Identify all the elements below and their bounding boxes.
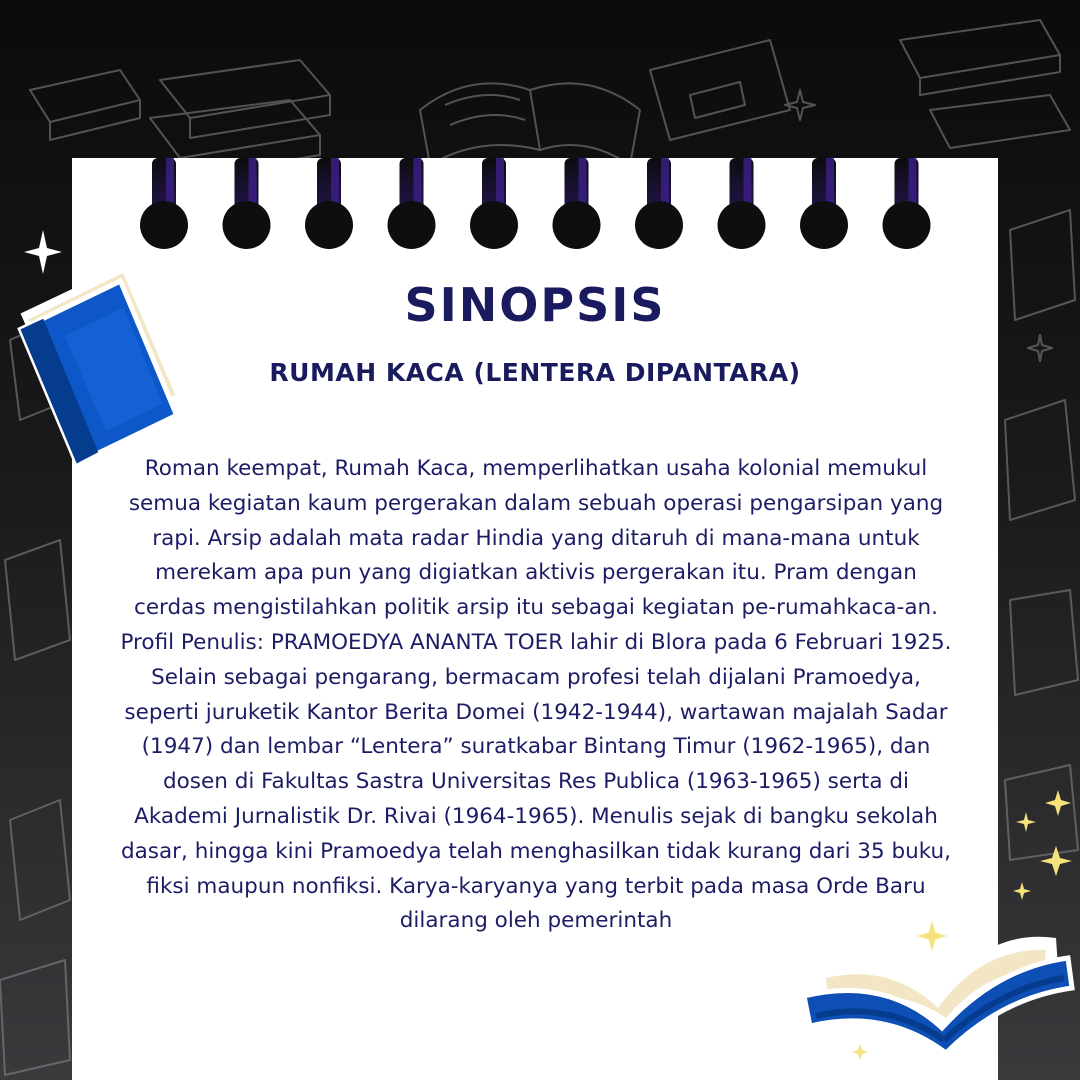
spiral-ring (553, 158, 601, 249)
spiral-ring (388, 158, 436, 249)
star-icon (1010, 780, 1080, 910)
spiral-ring (635, 158, 683, 249)
synopsis-text: Roman keempat, Rumah Kaca, memperlihatkan usaha kolonial memukul semua kegiatan kaum pergerakan dalam sebuah operasi pengarsipan yang rapi. Arsip adalah mata radar Hindia yang ditaruh di mana-mana untuk merekam apa pun yang digiatkan aktivis pergerakan itu. Pram dengan cerdas mengistilahkan politik arsip itu sebagai kegiatan pe-rumahkaca-an. Profil Penulis: PRAMOEDYA ANANTA TOER lahir di Blora pada 6 Februari 1925. Selain sebagai pengarang, bermacam profesi telah dijalani Pramoedya, seperti juruketik Kantor Berita Domei (1942-1944), wartawan majalah Sadar (1947) dan lembar “Lentera” suratkabar Bintang Timur (1962-1965), dan dosen di Fakultas Sastra Universitas Res Publica (1963-1965) serta di Akademi Jurnalistik Dr. Rivai (1964-1965). Menulis sejak di bangku sekolah dasar, hingga kini Pramoedya telah menghasilkan tidak kurang dari 35 buku, fiksi maupun nonfiksi. Karya-karyanya yang terbit pada masa Orde Baru dilarang oleh pemerintah (120, 456, 952, 934)
spiral-ring (305, 158, 353, 249)
book-subtitle: RUMAH KACA (LENTERA DIPANTARA) (269, 358, 801, 387)
sparkle-icon (1028, 335, 1052, 361)
spiral-ring (470, 158, 518, 249)
spiral-ring (800, 158, 848, 249)
spiral-rings (0, 0, 1080, 260)
spiral-ring (223, 158, 271, 249)
open-book-icon (796, 908, 1080, 1068)
spiral-ring (718, 158, 766, 249)
page-title: SINOPSIS (404, 278, 666, 332)
book-doodle-icon (1005, 210, 1078, 860)
spiral-ring (140, 158, 188, 249)
sparkle-icon (24, 230, 62, 274)
spiral-ring (883, 158, 931, 249)
